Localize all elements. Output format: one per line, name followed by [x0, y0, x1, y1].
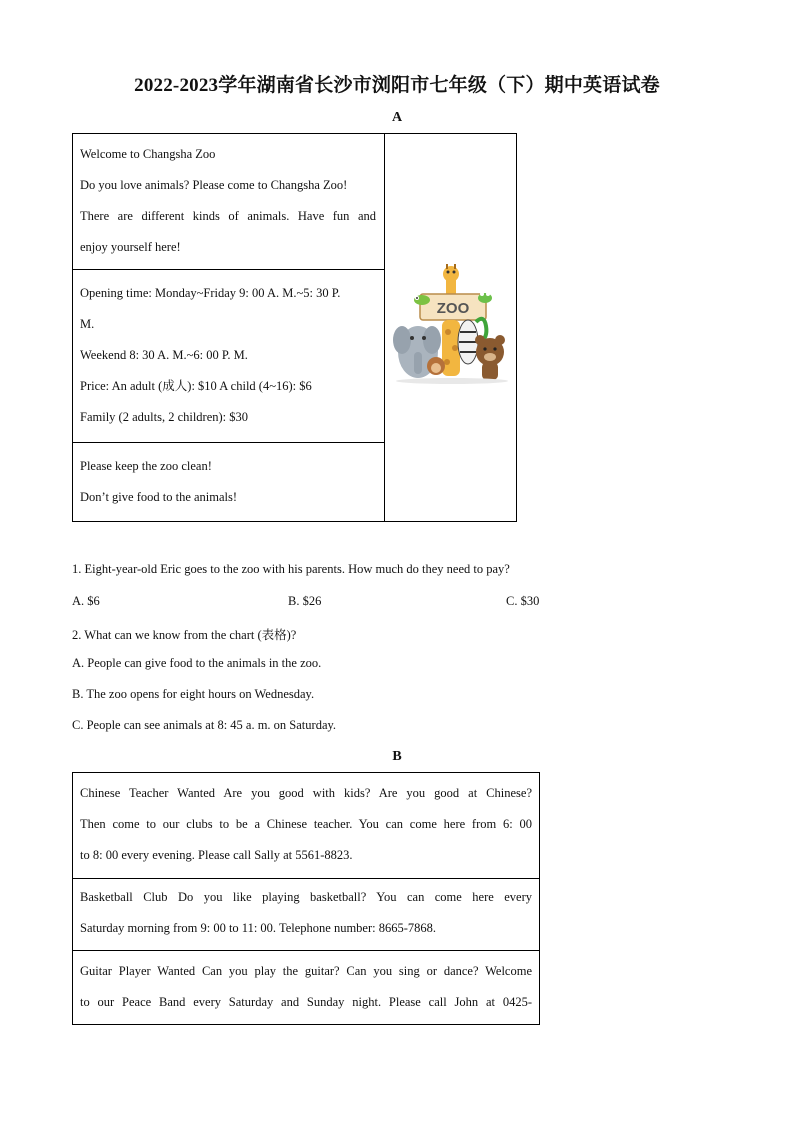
- ads-divider-1: [72, 878, 540, 879]
- exam-title: 2022-2023学年湖南省长沙市浏阳市七年级（下）期中英语试卷: [134, 75, 660, 96]
- ad-line: Chinese Teacher Wanted Are you good with kids? Are you good at Chinese?: [80, 786, 532, 800]
- ad-line: Then come to our clubs to be a Chinese teacher. You can come here from 6: 00: [80, 817, 532, 831]
- ad-line: to 8: 00 every evening. Please call Sally at 5561-8823.: [80, 848, 353, 862]
- zoo-rules-cell: [72, 451, 384, 513]
- ad-line: to our Peace Band every Saturday and Sunday night. Please call John at 0425-: [80, 995, 532, 1009]
- hours-line: Weekend 8: 30 A. M.~6: 00 P. M.: [80, 348, 248, 362]
- table-divider-2: [72, 442, 384, 443]
- hours-line: Opening time: Monday~Friday 9: 00 A. M.~5: 30 P.: [80, 286, 341, 300]
- welcome-line: enjoy yourself here!: [80, 240, 181, 254]
- zoo-animals-illustration: [392, 262, 510, 386]
- welcome-line: There are different kinds of animals. Have fun and: [80, 209, 376, 223]
- q1-option-b: B. $26: [288, 594, 322, 608]
- welcome-line: Welcome to Changsha Zoo: [80, 147, 216, 161]
- zoo-sign-text: ZOO: [436, 300, 470, 317]
- welcome-line: Do you love animals? Please come to Changsha Zoo!: [80, 178, 348, 192]
- ad-guitar-player: [72, 956, 540, 1018]
- rule-line: Please keep the zoo clean!: [80, 459, 212, 473]
- q2-option-c: C. People can see animals at 8: 45 a. m. on Saturday.: [72, 718, 337, 732]
- ad-line: Saturday morning from 9: 00 to 11: 00. Telephone number: 8665-7868.: [80, 921, 437, 935]
- question-1: 1. Eight-year-old Eric goes to the zoo with his parents. How much do they need to pay?: [72, 562, 510, 576]
- q2-option-a: A. People can give food to the animals in the zoo.: [72, 656, 322, 670]
- rule-line: Don’t give food to the animals!: [80, 490, 238, 504]
- giraffe-head: [443, 266, 459, 282]
- price-line: Price: An adult (成人): $10 A child (4~16): $6: [80, 379, 312, 393]
- q1-option-c: C. $30: [506, 594, 540, 608]
- ad-basketball-club: [72, 882, 540, 944]
- table-divider-vertical: [384, 133, 385, 522]
- q2-option-b: B. The zoo opens for eight hours on Wednesday.: [72, 687, 315, 701]
- zoo-hours-price-cell: [72, 278, 384, 433]
- section-a-label: A: [391, 110, 403, 125]
- ad-chinese-teacher: [72, 778, 540, 871]
- ad-line: Guitar Player Wanted Can you play the guitar? Can you sing or dance? Welcome: [80, 964, 532, 978]
- section-b-label: B: [392, 749, 402, 764]
- ads-divider-2: [72, 950, 540, 951]
- hours-line: M.: [80, 317, 95, 331]
- question-2: 2. What can we know from the chart (表格)?: [72, 628, 297, 642]
- table-divider-1: [72, 269, 384, 270]
- zoo-welcome-cell: [72, 139, 384, 263]
- q1-option-a: A. $6: [72, 594, 100, 608]
- price-line: Family (2 adults, 2 children): $30: [80, 410, 249, 424]
- ad-line: Basketball Club Do you like playing basketball? You can come here every: [80, 890, 532, 904]
